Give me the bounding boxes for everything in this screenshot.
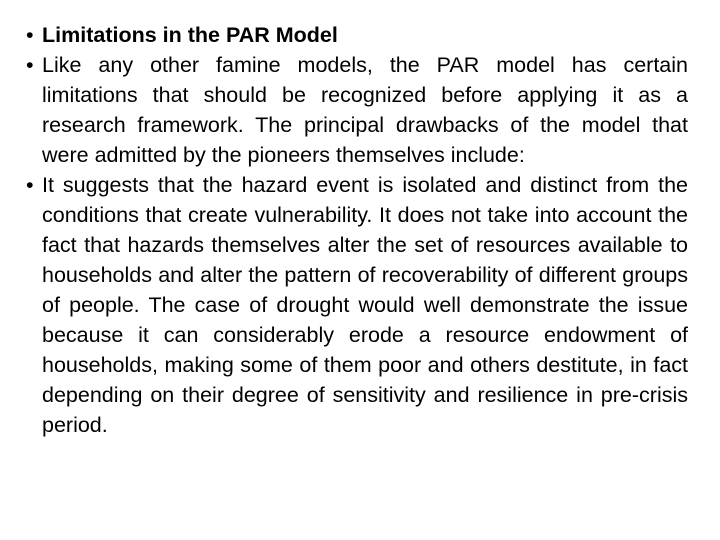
bullet-item-intro (26, 50, 688, 170)
bullet-list (26, 20, 688, 440)
bullet-icon: • (26, 23, 34, 47)
intro-paragraph: Like any other famine models, the PAR model has certain limitations that should be recognized before applying it as a research framework. The principal drawbacks of the model that were admitted by the pioneers themselves include: (42, 53, 688, 167)
drawback-paragraph: It suggests that the hazard event is isolated and distinct from the conditions that create vulnerability. It does not take into account the fact that hazards themselves alter the set of resources available to households and alter the pattern of recoverability of different groups of people. The case of drought would well demonstrate the issue because it can considerably erode a resource endowment of households, making some of them poor and others destitute, in fact depending on their degree of sensitivity and resilience in pre-crisis period. (42, 173, 688, 437)
heading-text: Limitations in the PAR Model (42, 23, 338, 47)
bullet-item-heading (26, 20, 688, 50)
bullet-icon: • (26, 173, 34, 197)
bullet-icon: • (26, 53, 34, 77)
bullet-item-drawback (26, 170, 688, 440)
